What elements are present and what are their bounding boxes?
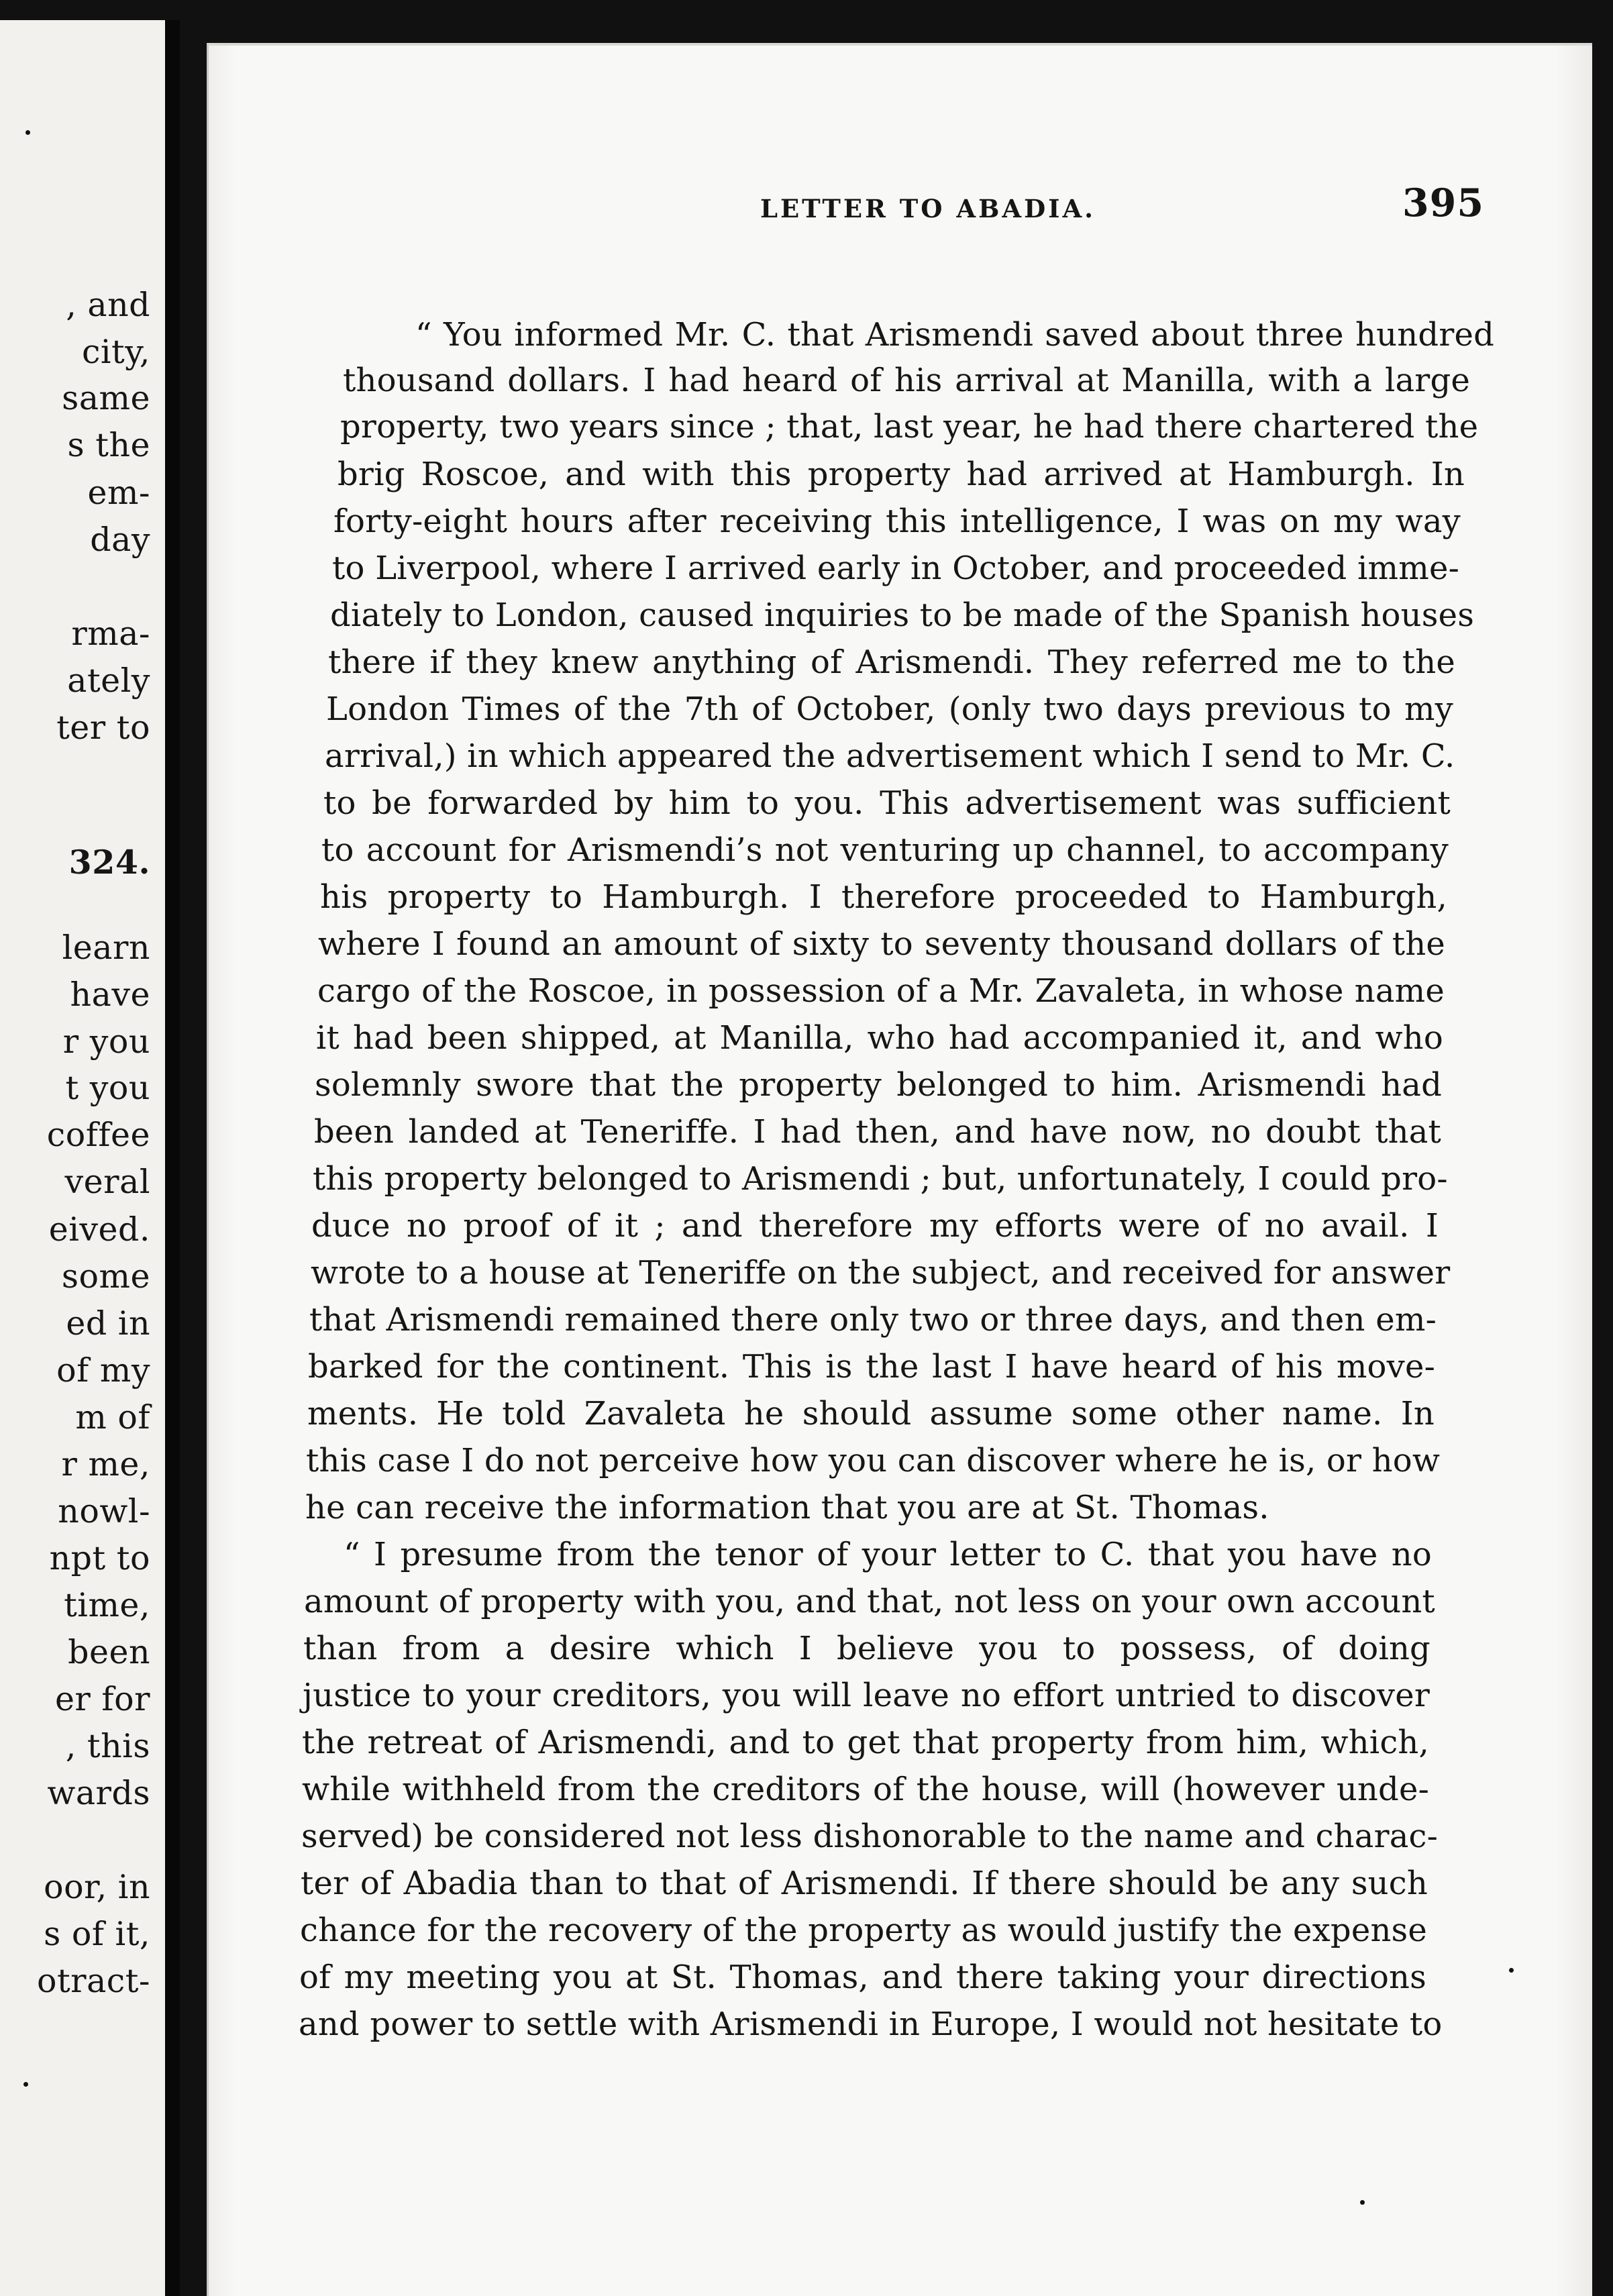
body-line-6: to Liverpool, where I arrived early in October, and proceeded imme- bbox=[332, 550, 1459, 587]
body-line-31: the retreat of Arismendi, and to get that property from him, which, bbox=[302, 1724, 1429, 1761]
body-line-22: that Arismendi remained there only two or three days, and then em- bbox=[309, 1301, 1437, 1339]
body-line-11: to be forwarded by him to you. This advertisement was sufficient bbox=[323, 784, 1451, 822]
body-line-37: and power to settle with Arismendi in Europe, I would not hesitate to bbox=[299, 2005, 1443, 2043]
left-line-5: em- bbox=[87, 474, 150, 512]
left-line-19: veral bbox=[64, 1163, 150, 1201]
body-line-8: there if they knew anything of Arismendi. They referred me to the bbox=[328, 643, 1455, 681]
left-section-number: 324. bbox=[68, 843, 150, 882]
body-line-5: forty-eight hours after receiving this intelligence, I was on my way bbox=[333, 503, 1461, 540]
body-line-28: amount of property with you, and that, not less on your own account bbox=[304, 1583, 1435, 1620]
left-page-fragment bbox=[0, 20, 180, 2296]
right-page bbox=[207, 43, 1592, 2296]
left-line-9: ately bbox=[67, 662, 150, 700]
dust-mark bbox=[23, 2082, 28, 2087]
left-line-15: have bbox=[70, 976, 150, 1014]
body-line-34: ter of Abadia than to that of Arismendi. If there should be any such bbox=[301, 1865, 1428, 1902]
left-line-14: learn bbox=[62, 929, 150, 967]
left-line-30: er for bbox=[54, 1680, 150, 1718]
body-line-18: been landed at Teneriffe. I had then, and have now, no doubt that bbox=[314, 1113, 1441, 1151]
left-line-25: r me, bbox=[61, 1445, 150, 1483]
left-line-34: oor, in bbox=[44, 1868, 150, 1906]
body-line-13: his property to Hamburgh. I therefore proceeded to Hamburgh, bbox=[320, 878, 1447, 916]
left-line-35: s of it, bbox=[44, 1915, 150, 1953]
left-line-21: some bbox=[61, 1257, 150, 1296]
body-line-17: solemnly swore that the property belonged to him. Arismendi had bbox=[315, 1066, 1442, 1104]
body-line-21: wrote to a house at Teneriffe on the subject, and received for answer bbox=[311, 1254, 1451, 1292]
left-line-28: time, bbox=[64, 1586, 150, 1624]
body-line-32: while withheld from the creditors of the house, will (however unde- bbox=[302, 1771, 1429, 1808]
body-line-20: duce no proof of it ; and therefore my efforts were of no avail. I bbox=[311, 1207, 1439, 1245]
left-line-4: s the bbox=[67, 426, 150, 464]
left-line-32: wards bbox=[47, 1774, 150, 1812]
dust-mark bbox=[25, 130, 30, 135]
left-line-31: , this bbox=[65, 1727, 150, 1765]
body-line-4: brig Roscoe, and with this property had arrived at Hamburgh. In bbox=[337, 456, 1465, 493]
body-line-7: diately to London, caused inquiries to be made of the Spanish houses bbox=[330, 596, 1475, 634]
left-line-26: nowl- bbox=[58, 1492, 150, 1530]
body-line-33: served) be considered not less dishonorable to the name and charac- bbox=[301, 1818, 1439, 1855]
body-line-27: “ I presume from the tenor of your letter to C. that you have no bbox=[344, 1536, 1432, 1573]
left-line-1: , and bbox=[66, 286, 150, 324]
left-line-29: been bbox=[68, 1633, 150, 1671]
left-line-23: of my bbox=[56, 1351, 150, 1390]
body-line-14: where I found an amount of sixty to seventy thousand dollars of the bbox=[318, 925, 1445, 963]
left-line-10: ter to bbox=[56, 709, 150, 747]
body-line-36: of my meeting you at St. Thomas, and there taking your directions bbox=[299, 1959, 1426, 1996]
body-line-23: barked for the continent. This is the last I have heard of his move- bbox=[308, 1348, 1435, 1386]
left-line-17: t you bbox=[65, 1069, 150, 1107]
body-line-25: this case I do not perceive how you can discover where he is, or how bbox=[306, 1442, 1441, 1479]
dust-mark bbox=[1360, 2200, 1365, 2205]
left-line-36: otract- bbox=[36, 1962, 150, 2000]
left-line-27: npt to bbox=[49, 1539, 150, 1577]
body-line-19: this property belonged to Arismendi ; but, unfortunately, I could pro- bbox=[313, 1160, 1448, 1198]
left-line-20: eived. bbox=[48, 1210, 150, 1249]
page-number: 395 bbox=[1402, 180, 1484, 225]
left-line-24: m of bbox=[75, 1398, 150, 1437]
body-line-10: arrival,) in which appeared the advertisement which I send to Mr. C. bbox=[325, 737, 1455, 775]
body-line-26: he can receive the information that you are at St. Thomas. bbox=[305, 1489, 1269, 1526]
left-line-6: day bbox=[90, 521, 150, 559]
left-line-16: r you bbox=[62, 1023, 150, 1061]
left-line-3: same bbox=[62, 379, 150, 417]
body-line-24: ments. He told Zavaleta he should assume some other name. In bbox=[307, 1395, 1435, 1432]
body-line-9: London Times of the 7th of October, (only two days previous to my bbox=[326, 690, 1453, 728]
left-line-2: city, bbox=[81, 333, 150, 371]
left-line-8: rma- bbox=[71, 615, 150, 653]
body-line-16: it had been shipped, at Manilla, who had accompanied it, and who bbox=[316, 1019, 1443, 1057]
body-line-29: than from a desire which I believe you to possess, of doing bbox=[303, 1630, 1430, 1667]
running-head-title: LETTER TO ABADIA. bbox=[760, 194, 1096, 223]
body-line-12: to account for Arismendi’s not venturing up channel, to accompany bbox=[321, 831, 1449, 869]
body-line-1: “ You informed Mr. C. that Arismendi saved about three hundred bbox=[415, 316, 1494, 354]
left-line-18: coffee bbox=[46, 1116, 150, 1154]
body-line-3: property, two years since ; that, last year, he had there chartered the bbox=[340, 408, 1479, 446]
dust-mark bbox=[1509, 1968, 1514, 1973]
body-line-15: cargo of the Roscoe, in possession of a Mr. Zavaleta, in whose name bbox=[317, 972, 1445, 1010]
body-line-2: thousand dollars. I had heard of his arrival at Manilla, with a large bbox=[343, 362, 1470, 399]
body-line-35: chance for the recovery of the property as would justify the expense bbox=[300, 1912, 1427, 1949]
left-line-22: ed in bbox=[66, 1304, 150, 1343]
body-line-30: justice to your creditors, you will leave no effort untried to discover bbox=[303, 1677, 1430, 1714]
